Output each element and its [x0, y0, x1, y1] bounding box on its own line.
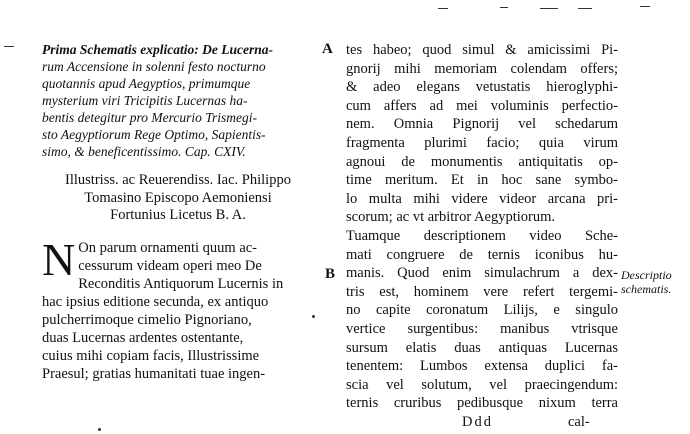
body-line: lo multa mihi videre videor arcana pri-	[346, 190, 618, 207]
body-line: ternis cruribus pedibusque nixum terra	[346, 395, 618, 412]
body-line: On parum ornamenti quum ac-	[78, 239, 258, 256]
intro-line: mysterium viri Tricipitis Lucernas ha-	[42, 93, 248, 108]
dedication-line: Tomasino Episcopo Aemoniensi	[84, 189, 272, 206]
scan-mark	[500, 7, 508, 8]
body-line: Tuamque descriptionem video Sche-	[346, 227, 618, 244]
body-line: tes habeo; quod simul & amicissimi Pi-	[346, 42, 618, 58]
scan-mark	[578, 8, 592, 9]
intro-line: bentis detegitur pro Mercurio Trismegi-	[42, 110, 257, 125]
body-line: tenentem: Lumbos extensa duplici fa-	[346, 358, 618, 375]
scan-mark	[640, 6, 650, 7]
body-line: time meritum. Et in hoc sane symbo-	[346, 172, 618, 189]
body-line: cessurum videam operi meo De	[78, 257, 262, 274]
body-line: scorum; ac vt arbitror Aegyptiorum.	[346, 209, 555, 226]
body-line: tris est, hominem vere refert tergemi-	[346, 283, 618, 300]
margin-note-line: Descriptio	[621, 268, 672, 282]
body-line: cuius mihi copiam facis, Illustrissime	[42, 347, 260, 364]
opening-paragraph	[42, 233, 314, 293]
opening-lines	[78, 239, 283, 293]
drop-cap: N	[42, 233, 76, 285]
body-line: agnoui de monumentis antiquitatis op-	[346, 153, 618, 170]
body-line: no capite coronatum Lilijs, e singulo	[346, 302, 618, 319]
margin-note-line: schematis.	[621, 282, 672, 296]
marginal-note	[621, 268, 672, 296]
letter-body-left	[42, 233, 314, 383]
intro-line: quotannis apud Aegyptios, primumque	[42, 76, 251, 91]
body-line: Praesul; gratias humanitati tuae ingen-	[42, 365, 266, 382]
catchword: cal-	[568, 414, 590, 430]
section-marker-a: A	[322, 41, 333, 57]
body-line: nem. Omnia Pignorij vel schedarum	[346, 116, 618, 133]
body-line: pulcherrimoque cimelio Pignoriano,	[42, 311, 252, 328]
scan-mark	[4, 46, 14, 47]
body-line: gnorij mihi memoriam colendam offers;	[346, 60, 618, 77]
chapter-summary	[42, 41, 314, 160]
right-column	[346, 41, 618, 413]
signature-mark: Ddd	[462, 414, 493, 430]
body-line: fragmenta plurimi facio; quia virum	[346, 134, 618, 151]
scan-speck	[98, 428, 101, 431]
body-line: scia vel solutum, vel praecingendum:	[346, 376, 618, 393]
left-column	[42, 41, 314, 383]
scan-mark	[540, 8, 558, 9]
body-line: mati congruere de ternis iconibus hu-	[346, 246, 618, 263]
dedication	[42, 172, 314, 225]
intro-line: sto Aegyptiorum Rege Optimo, Sapientis-	[42, 127, 266, 142]
intro-line: rum Accensione in solenni festo nocturno	[42, 59, 266, 74]
intro-line: Prima Schematis explicatio: De Lucerna-	[42, 42, 273, 57]
body-line: & adeo elegans vetustatis hieroglyphi-	[346, 79, 618, 96]
intro-line: simo, & beneficentissimo. Cap. CXIV.	[42, 144, 246, 159]
body-line: duas Lucernas ardentes ostentante,	[42, 329, 244, 346]
body-line: cum affers ad mei voluminis perfectio-	[346, 97, 618, 114]
body-line: manis. Quod enim simulachrum a dex-	[346, 265, 618, 282]
body-line: sursum elatis duas antiquas Lucernas	[346, 339, 618, 356]
body-line: vertice surgentibus: manibus vtrisque	[346, 320, 618, 337]
scan-speck	[312, 315, 315, 318]
body-line: Reconditis Antiquorum Lucernis in	[78, 275, 284, 292]
section-marker-b: B	[325, 266, 336, 282]
dedication-line: Fortunius Licetus B. A.	[110, 207, 246, 223]
scan-mark	[438, 8, 448, 9]
body-line: hac ipsius editione secunda, ex antiquo	[42, 293, 269, 310]
dedication-line: Illustriss. ac Reuerendiss. Iac. Philippo	[65, 172, 291, 188]
